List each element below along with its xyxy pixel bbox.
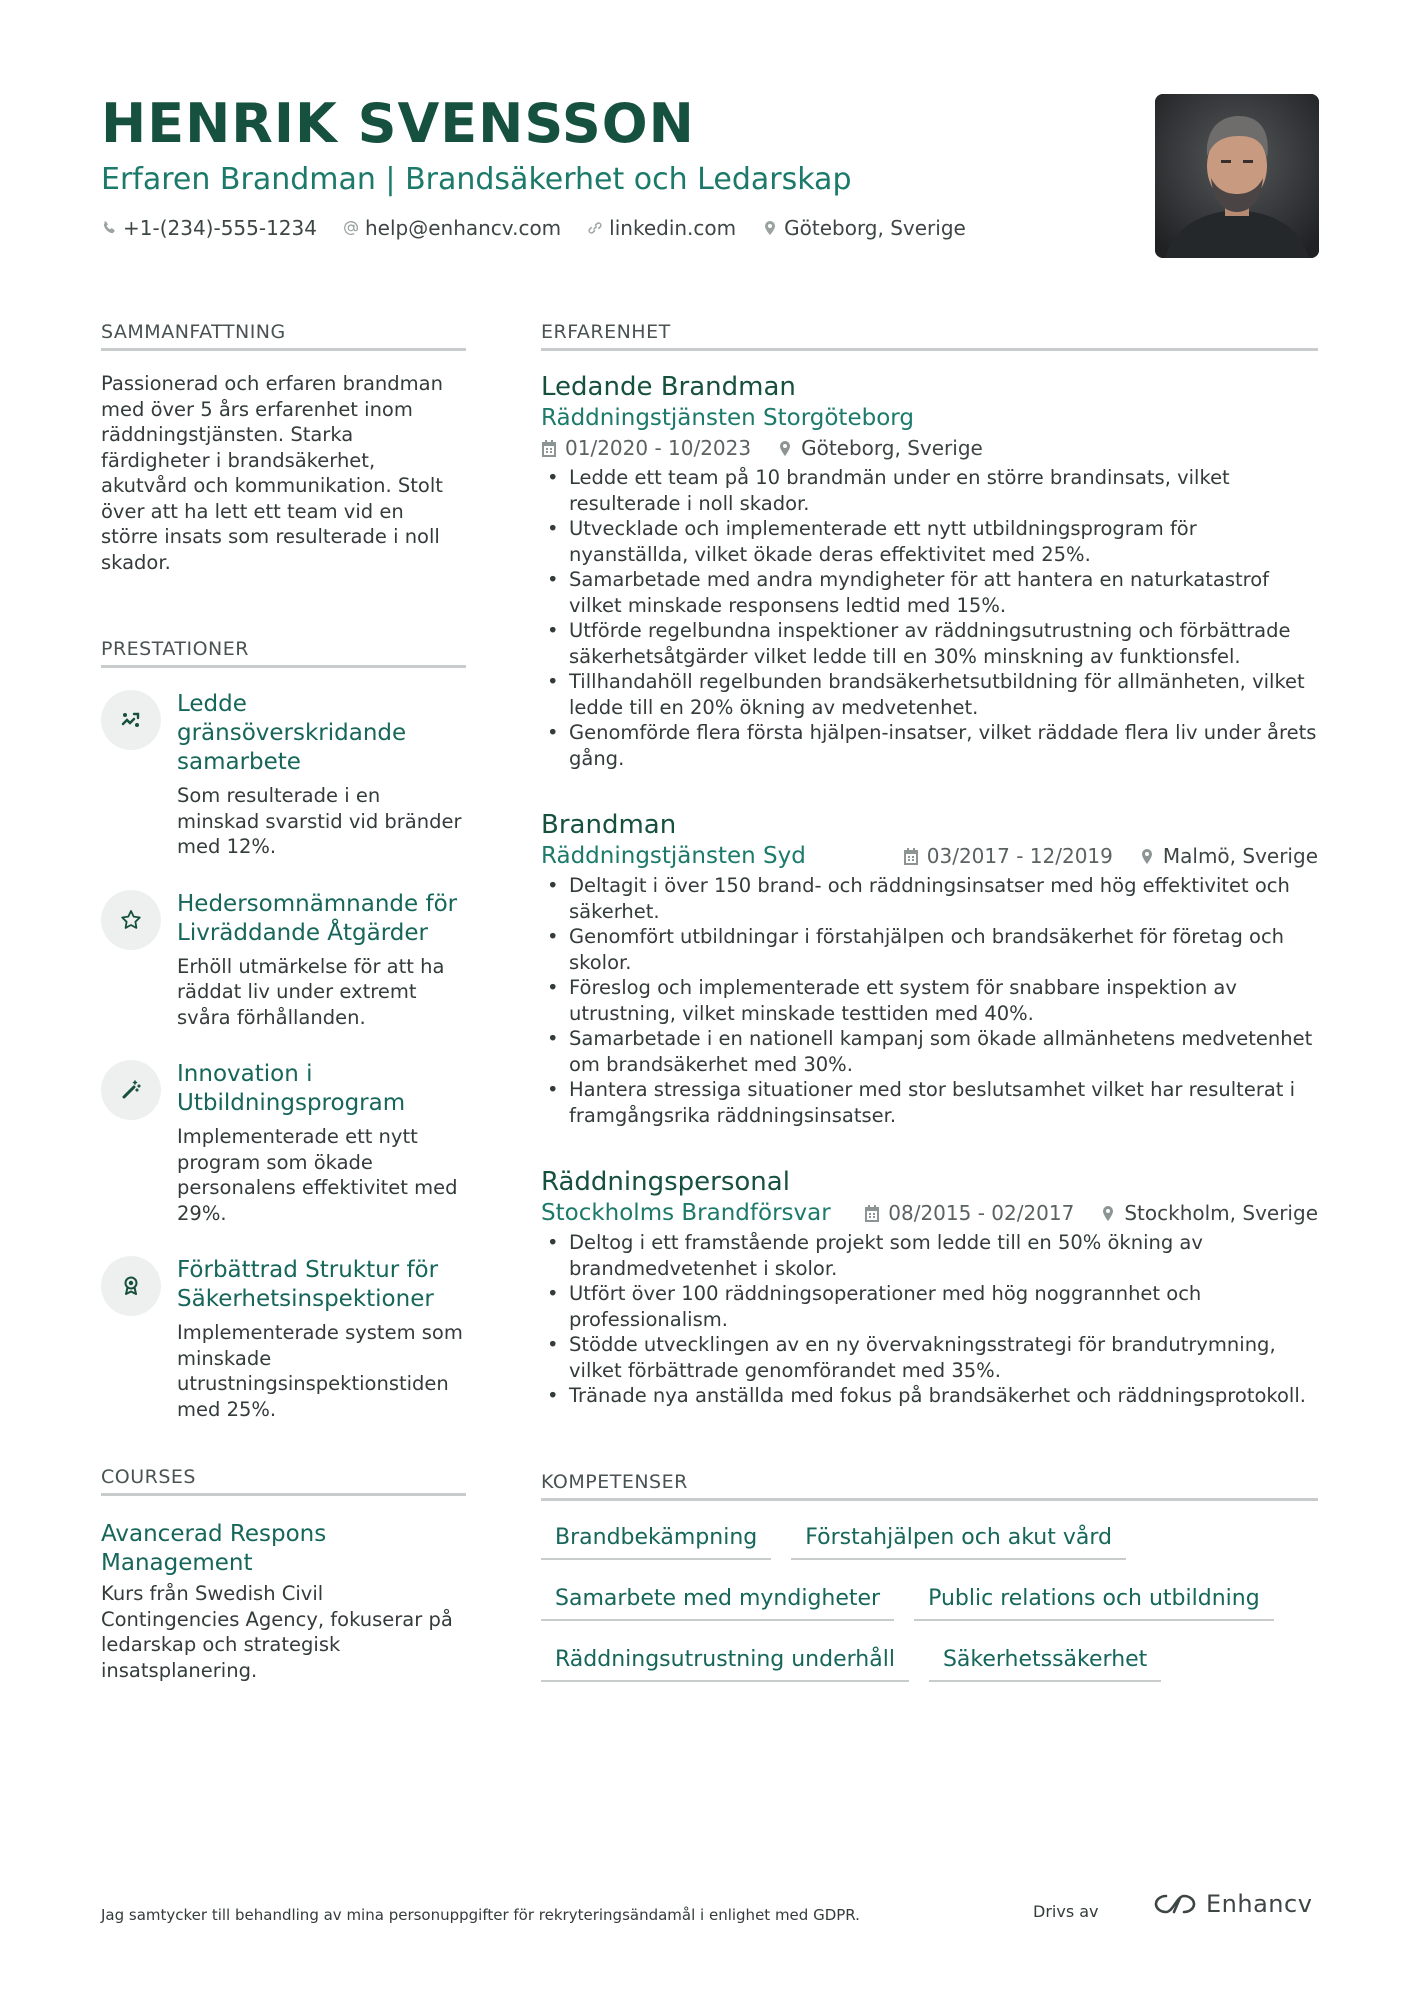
enhancv-logo[interactable] — [1152, 1890, 1312, 1918]
skill-tag: Förstahjälpen och akut vård — [791, 1521, 1126, 1560]
contact-phone[interactable] — [101, 216, 317, 240]
left-column — [101, 321, 466, 1683]
achievements-list — [101, 690, 466, 1422]
job-bullet: • Föreslog och implementerade ett system för snabbare inspektion av utrustning, vilket minskade testtiden med 40%. — [541, 975, 1318, 1026]
job-dates: 08/2015 - 02/2017 — [888, 1201, 1075, 1225]
job-bullet: • Stödde utvecklingen av en ny övervakningsstrategi för brandutrymning, vilket förbättrade genomförandet med 35%. — [541, 1332, 1318, 1383]
achievement-title: Hedersomnämnande för Livräddande Åtgärder — [177, 890, 458, 946]
skill-tag: Säkerhetssäkerhet — [929, 1643, 1161, 1682]
contact-location-text: Göteborg, Sverige — [784, 216, 966, 240]
powered-by-label: Drivs av — [1033, 1902, 1099, 1921]
job-meta — [541, 433, 1318, 463]
contact-linkedin-text: linkedin.com — [609, 216, 737, 240]
right-column — [541, 321, 1318, 1682]
job-bullet: • Samarbetade med andra myndigheter för att hantera en naturkatastrof vilket minskade responsens ledtid med 15%. — [541, 567, 1318, 618]
contact-bar — [101, 216, 1101, 240]
gdpr-consent: Jag samtycker till behandling av mina personuppgifter för rekryteringsändamål i enlighet med GDPR. — [101, 1906, 860, 1924]
job-bullet: • Hantera stressiga situationer med stor beslutsamhet vilket har resulterat i framgångsrika räddningsinsatser. — [541, 1077, 1318, 1128]
course-desc: Kurs från Swedish Civil Contingencies Agency, fokuserar på ledarskap och strategisk insatsplanering. — [101, 1582, 453, 1682]
job-entry — [541, 809, 1318, 1128]
job-bullet: • Ledde ett team på 10 brandmän under en större brandinsats, vilket resulterade i noll skador. — [541, 465, 1318, 516]
contact-email[interactable] — [343, 216, 561, 240]
achievement-desc: Implementerade system som minskade utrustningsinspektionstiden med 25%. — [177, 1321, 463, 1421]
map-pin-icon — [1139, 848, 1155, 865]
job-bullet: • Genomförde flera första hjälpen-insatser, vilket räddade flera liv under årets gång. — [541, 720, 1318, 771]
skills-list — [541, 1521, 1301, 1682]
calendar-icon — [541, 440, 557, 457]
job-title: Räddningspersonal — [541, 1167, 790, 1197]
profile-photo-image — [1155, 94, 1319, 258]
skill-tag: Brandbekämpning — [541, 1521, 771, 1560]
skill-tag: Public relations och utbildning — [914, 1582, 1274, 1621]
enhancv-logo-icon — [1152, 1891, 1198, 1917]
skill-tag: Räddningsutrustning underhåll — [541, 1643, 909, 1682]
map-pin-icon — [777, 440, 793, 457]
achievement-item — [101, 1256, 466, 1422]
job-location: Malmö, Sverige — [1162, 844, 1318, 868]
achievement-item — [101, 890, 466, 1031]
achievement-desc: Implementerade ett nytt program som ökade personalens effektivitet med 29%. — [177, 1125, 458, 1225]
calendar-icon — [903, 848, 919, 865]
job-bullet: • Tränade nya anställda med fokus på brandsäkerhet och räddningsprotokoll. — [541, 1383, 1318, 1409]
job-title: Ledande Brandman — [541, 372, 796, 402]
achievement-desc: Som resulterade i en minskad svarstid vid bränder med 12%. — [177, 784, 462, 858]
job-bullet: • Utfört över 100 räddningsoperationer med hög noggrannhet och professionalism. — [541, 1281, 1318, 1332]
contact-linkedin[interactable] — [587, 216, 736, 240]
job-company: Räddningstjänsten Storgöteborg — [541, 405, 914, 431]
job-meta — [864, 1198, 1318, 1228]
map-pin-icon — [762, 220, 778, 236]
map-pin-icon — [1100, 1205, 1116, 1222]
job-bullet: • Utvecklade och implementerade ett nytt utbildningsprogram för nyanställda, vilket ökade deras effektivitet med 25%. — [541, 516, 1318, 567]
phone-icon — [101, 220, 117, 236]
link-icon — [587, 220, 603, 236]
job-entry — [541, 1166, 1318, 1409]
achievement-item — [101, 1060, 466, 1226]
contact-phone-text: +1-(234)-555-1234 — [123, 216, 317, 240]
contact-email-text: help@enhancv.com — [364, 216, 562, 240]
job-bullets — [541, 1230, 1318, 1409]
job-bullet: • Deltagit i över 150 brand- och räddningsinsatser med hög effektivitet och säkerhet. — [541, 873, 1318, 924]
job-bullet: • Deltog i ett framstående projekt som ledde till en 50% ökning av brandmedvetenhet i skolor. — [541, 1230, 1318, 1281]
job-bullets — [541, 873, 1318, 1128]
handshake-icon — [101, 690, 161, 750]
achievement-title: Innovation i Utbildningsprogram — [177, 1061, 406, 1116]
summary-section-title: SAMMANFATTNING — [101, 321, 466, 351]
job-location: Göteborg, Sverige — [801, 436, 983, 460]
job-company: Räddningstjänsten Syd — [541, 843, 806, 869]
contact-location — [762, 216, 966, 240]
job-location: Stockholm, Sverige — [1124, 1201, 1318, 1225]
skills-section-title: KOMPETENSER — [541, 1471, 1318, 1501]
job-dates: 01/2020 - 10/2023 — [565, 436, 752, 460]
experience-section-title: ERFARENHET — [541, 321, 1318, 351]
magic-wand-icon — [101, 1060, 161, 1120]
job-bullet: • Genomfört utbildningar i förstahjälpen och brandsäkerhet för företag och skolor. — [541, 924, 1318, 975]
calendar-icon — [864, 1205, 880, 1222]
star-icon — [101, 890, 161, 950]
enhancv-logo-text: Enhancv — [1206, 1890, 1313, 1918]
job-company: Stockholms Brandförsvar — [541, 1200, 831, 1226]
award-ribbon-icon — [101, 1256, 161, 1316]
job-bullet: • Utförde regelbundna inspektioner av räddningsutrustning och förbättrade säkerhetsåtgärder vilket ledde till en 30% minskning av funktionsfel. — [541, 618, 1318, 669]
achievement-desc: Erhöll utmärkelse för att ha räddat liv under extremt svåra förhållanden. — [177, 954, 445, 1029]
achievement-title: Ledde gränsöverskridande samarbete — [177, 691, 407, 775]
courses-section-title: COURSES — [101, 1466, 466, 1496]
resume-header — [101, 92, 1101, 240]
job-bullet: • Tillhandahöll regelbunden brandsäkerhetsutbildning för allmänheten, vilket ledde till en 20% ökning av medvetenhet. — [541, 669, 1318, 720]
job-title: Brandman — [541, 810, 677, 840]
job-bullets — [541, 465, 1318, 771]
profile-photo — [1155, 94, 1319, 258]
achievement-title: Förbättrad Struktur för Säkerhetsinspektioner — [177, 1257, 439, 1312]
job-bullet: • Samarbetade i en nationell kampanj som ökade allmänhetens medvetenhet om brandsäkerhet med 30%. — [541, 1026, 1318, 1077]
job-meta — [903, 841, 1318, 871]
at-icon — [343, 220, 359, 236]
course-title: Avancerad Respons Management — [101, 1521, 327, 1576]
job-entry — [541, 371, 1318, 771]
achievement-item — [101, 690, 466, 860]
candidate-headline: Erfaren Brandman | Brandsäkerhet och Ledarskap — [101, 162, 852, 197]
candidate-name: HENRIK SVENSSON — [101, 92, 695, 155]
achievements-section-title: PRESTATIONER — [101, 638, 466, 668]
skill-tag: Samarbete med myndigheter — [541, 1582, 894, 1621]
job-dates: 03/2017 - 12/2019 — [926, 844, 1113, 868]
summary-text: Passionerad och erfaren brandman med över 5 års erfarenhet inom räddningstjänsten. Starka färdigheter i brandsäkerhet, akutvård och kommunikation. Stolt över att ha lett ett team vid en större insats som resulterade i noll skador. — [101, 372, 443, 574]
